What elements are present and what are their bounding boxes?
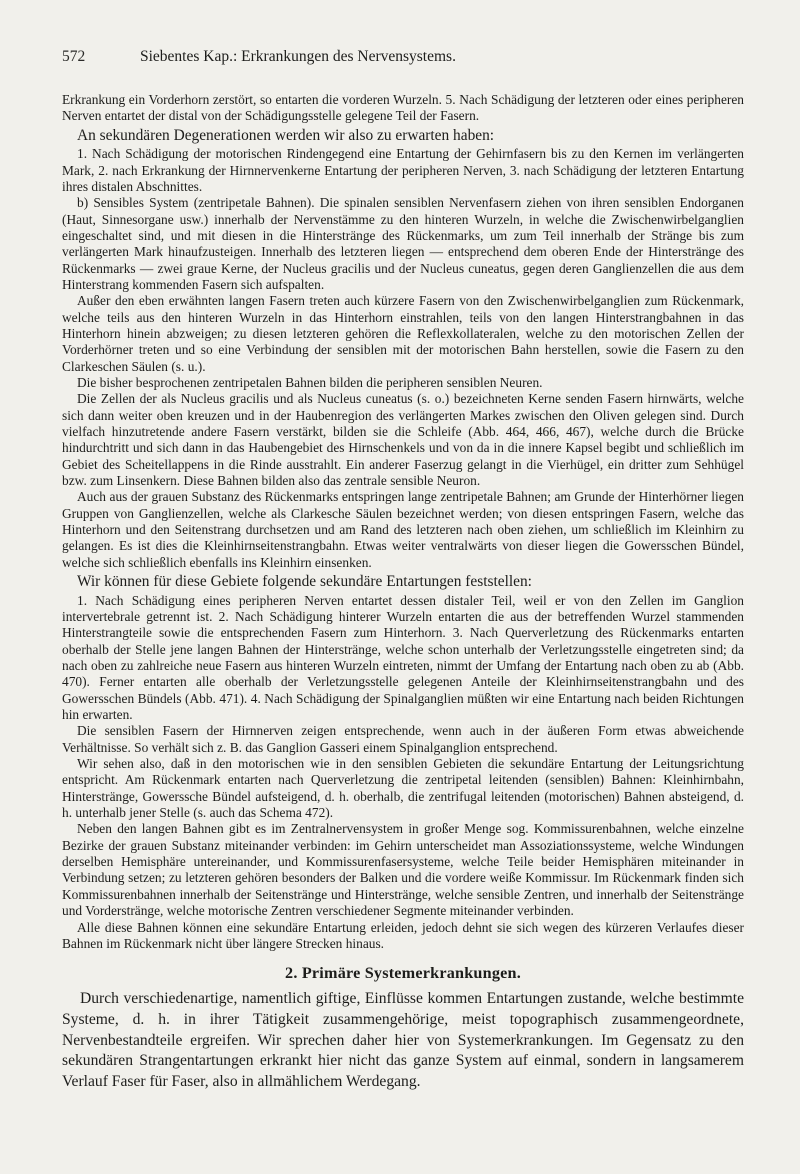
page — [62, 48, 744, 1093]
paragraph-12: Wir sehen also, daß in den motorischen wie in den sensiblen Gebieten die sekundäre Entartung der Leitungsrichtung entspricht. Am Rückenmark entarten nach Querverletzung die zentripetal leitenden (sensiblen) Bahnen: Kleinhirnbahn, Hinterstränge, Gowerssche Bündel aufsteigend, d. h. oberhalb, die zentrifugal leitenden (motorischen) Bahnen absteigend, d. h. unterhalb jener Stelle (s. auch das Schema 472). — [62, 756, 744, 821]
paragraph-6: Die bisher besprochenen zentripetalen Bahnen bilden die peripheren sensiblen Neuren. — [77, 375, 543, 390]
paragraph-13: Neben den langen Bahnen gibt es im Zentralnervensystem in großer Menge sog. Kommissurenbahnen, welche einzelne Bezirke der grauen Substanz miteinander verbinden: im Gehirn unterscheidet man Assoziationssysteme, welche Windungen derselben Hemisphäre untereinander, und Kommissurenfasersysteme, welche Teile beider Hemisphären miteinander in Verbindung setzen; zu letzteren gehören besonders der Balken und die vordere weiße Kommissur. Im Rückenmark finden sich Kommissurenbahnen innerhalb der Seitenstränge und Hinterstränge, welche sensible Zentren, und innerhalb der Seitenstränge und Vorderstränge, welche motorische Zentren verschiedener Segmente miteinander verbinden. — [62, 821, 744, 919]
paragraph-11: Die sensiblen Fasern der Hirnnerven zeigen entsprechende, wenn auch in der äußeren Form etwas abweichende Verhältnisse. So verhält sich z. B. das Ganglion Gasseri einem Spinalganglion entsprechend. — [62, 723, 744, 755]
paragraph-14: Alle diese Bahnen können eine sekundäre Entartung erleiden, jedoch dehnt sie sich wegen des kürzeren Verlaufes dieser Bahnen im Rückenmark nicht über längere Strecken hinaus. — [62, 919, 744, 951]
paragraph-4: b) Sensibles System (zentripetale Bahnen). Die spinalen sensiblen Nervenfasern ziehen von ihren sensiblen Endorganen (Haut, Sinnesorgane usw.) innerhalb der Nervenstämme zu den hinteren Wurzeln, in welche die Zwischenwirbelganglien eingeschaltet sind, und mit diesen in die Hinterstränge des Rückenmarks, um zum Teil innerhalb der Stränge bis zum verlängerten Mark hinaufzusteigen. Innerhalb des letzteren liegen — entsprechend dem oberen Ende der Hinterstränge des Rückenmarks — zwei graue Kerne, der Nucleus gracilis und der Nucleus cuneatus, gegen deren Ganglienzellen die aus dem Hinterstrang kommenden Fasern sich aufspalten. — [62, 195, 744, 292]
paragraph-8: Auch aus der grauen Substanz des Rückenmarks entspringen lange zentripetale Bahnen; am Grunde der Hinterhörner liegen Gruppen von Ganglienzellen, welche als Clarkesche Säulen bezeichnet werden; von diesen entspringen Fasern, welche das Hinterhorn und den Seitenstrang durchsetzen und am Rand des letzteren nach oben ziehen, um schließlich im Kleinhirn zu gelangen. Es ist dies die Kleinhirnseitenstrangbahn. Etwas weiter ventralwärts von dieser liegen die Gowersschen Bündel, welche sich schließlich ebenfalls ins Kleinhirn einsenken. — [62, 489, 744, 570]
body-text — [62, 92, 744, 1093]
paragraph-3: 1. Nach Schädigung der motorischen Rindengegend eine Entartung der Gehirnfasern bis zu den Kernen im verlängerten Mark, 2. nach Erkrankung der Hirnnervenkerne Entartung der peripheren Nerven, 3. nach Schädigung der letzteren Entartung ihres distalen Abschnittes. — [62, 146, 744, 194]
paragraph-5: Außer den eben erwähnten langen Fasern treten auch kürzere Fasern von den Zwischenwirbelganglien zum Rückenmark, welche teils aus den hinteren Wurzeln in das Hinterhorn einstrahlen, teils von den langen Hinterstrangbahnen in das Hinterhorn hinein abzweigen; zu diesen letzteren gehören die Reflexkollateralen, welche zu den motorischen Zellen der Vorderhörner treten und so eine Verbindung der sensiblen mit der motorischen Bahn herstellen, sowie die Fasern zu den Clarkeschen Säulen (s. u.). — [62, 293, 744, 374]
page-number: 572 — [62, 48, 86, 65]
paragraph-10: 1. Nach Schädigung eines peripheren Nerven entartet dessen distaler Teil, weil er von den Zellen im Ganglion intervertebrale getrennt ist. 2. Nach Schädigung hinterer Wurzeln entarten die aus der betreffenden Wurzel stammenden Hinterstrangteile sowie die entsprechenden Fasern zum Hinterhorn. 3. Nach Querverletzung des Rückenmarks entarten oberhalb der Stelle jene langen Bahnen der Hinterstränge, welche schon unterhalb der Verletzungsstelle eingetreten sind; da nach oben zu zahlreiche neue Fasern aus hinteren Wurzeln eintreten, nimmt der Umfang der Entartung nach oben zu ab (Abb. 470). Ferner entarten alle oberhalb der Verletzungsstelle gelegenen Anteile der Kleinhirnseitenstrangbahn und des Gowersschen Bündels (Abb. 471). 4. Nach Schädigung der Spinalganglien müßten wir eine Entartung nach beiden Richtungen hin erwarten. — [62, 592, 744, 723]
paragraph-2: An sekundären Degenerationen werden wir also zu erwarten haben: — [77, 126, 495, 144]
paragraph-9: Wir können für diese Gebiete folgende sekundäre Entartungen feststellen: — [77, 573, 532, 591]
running-title: Siebentes Kap.: Erkrankungen des Nervensystems. — [140, 48, 456, 65]
paragraph-1: Erkrankung ein Vorderhorn zerstört, so entarten die vorderen Wurzeln. 5. Nach Schädigung der letzteren oder eines peripheren Nerven entartet der distal von der Schädigungsstelle gelegene Teil der Fasern. — [62, 92, 744, 124]
section-paragraph: Durch verschiedenartige, namentlich giftige, Einflüsse kommen Entartungen zustande, welche bestimmte Systeme, d. h. in ihrer Tätigkeit zusammengehörige, meist topographisch zusammengeordnete, Nervenbestandteile ergreifen. Wir sprechen daher hier von Systemerkrankungen. Im Gegensatz zu den sekundären Strangentartungen erkrankt hier nicht das ganze System auf einmal, sondern in langsamerem Verlauf Faser für Faser, also in allmählichem Werdegang. — [62, 990, 744, 1090]
section-title: 2. Primäre Systemerkrankungen. — [285, 964, 521, 983]
running-head — [62, 48, 744, 66]
paragraph-7: Die Zellen der als Nucleus gracilis und als Nucleus cuneatus (s. o.) bezeichneten Kerne senden Fasern hirnwärts, welche sich dann weiter oben kreuzen und in der Haubenregion des verlängerten Markes zwischen den Oliven gelegen sind. Durch vielfach hinzutretende andere Fasern verstärkt, bilden sie die Schleife (Abb. 464, 466, 467), welche durch die Brücke hindurchtritt und sich dann in das Haubengebiet des Hirnschenkels und von da in die innere Kapsel begibt und schließlich im Gebiet des Scheitellappens in die Rinde ausstrahlt. Ein anderer Faserzug gelangt in die Vierhügel, ein dritter zum Sehhügel bzw. zum Linsenkern. Diese Bahnen bilden also das zentrale sensible Neuron. — [62, 391, 744, 489]
